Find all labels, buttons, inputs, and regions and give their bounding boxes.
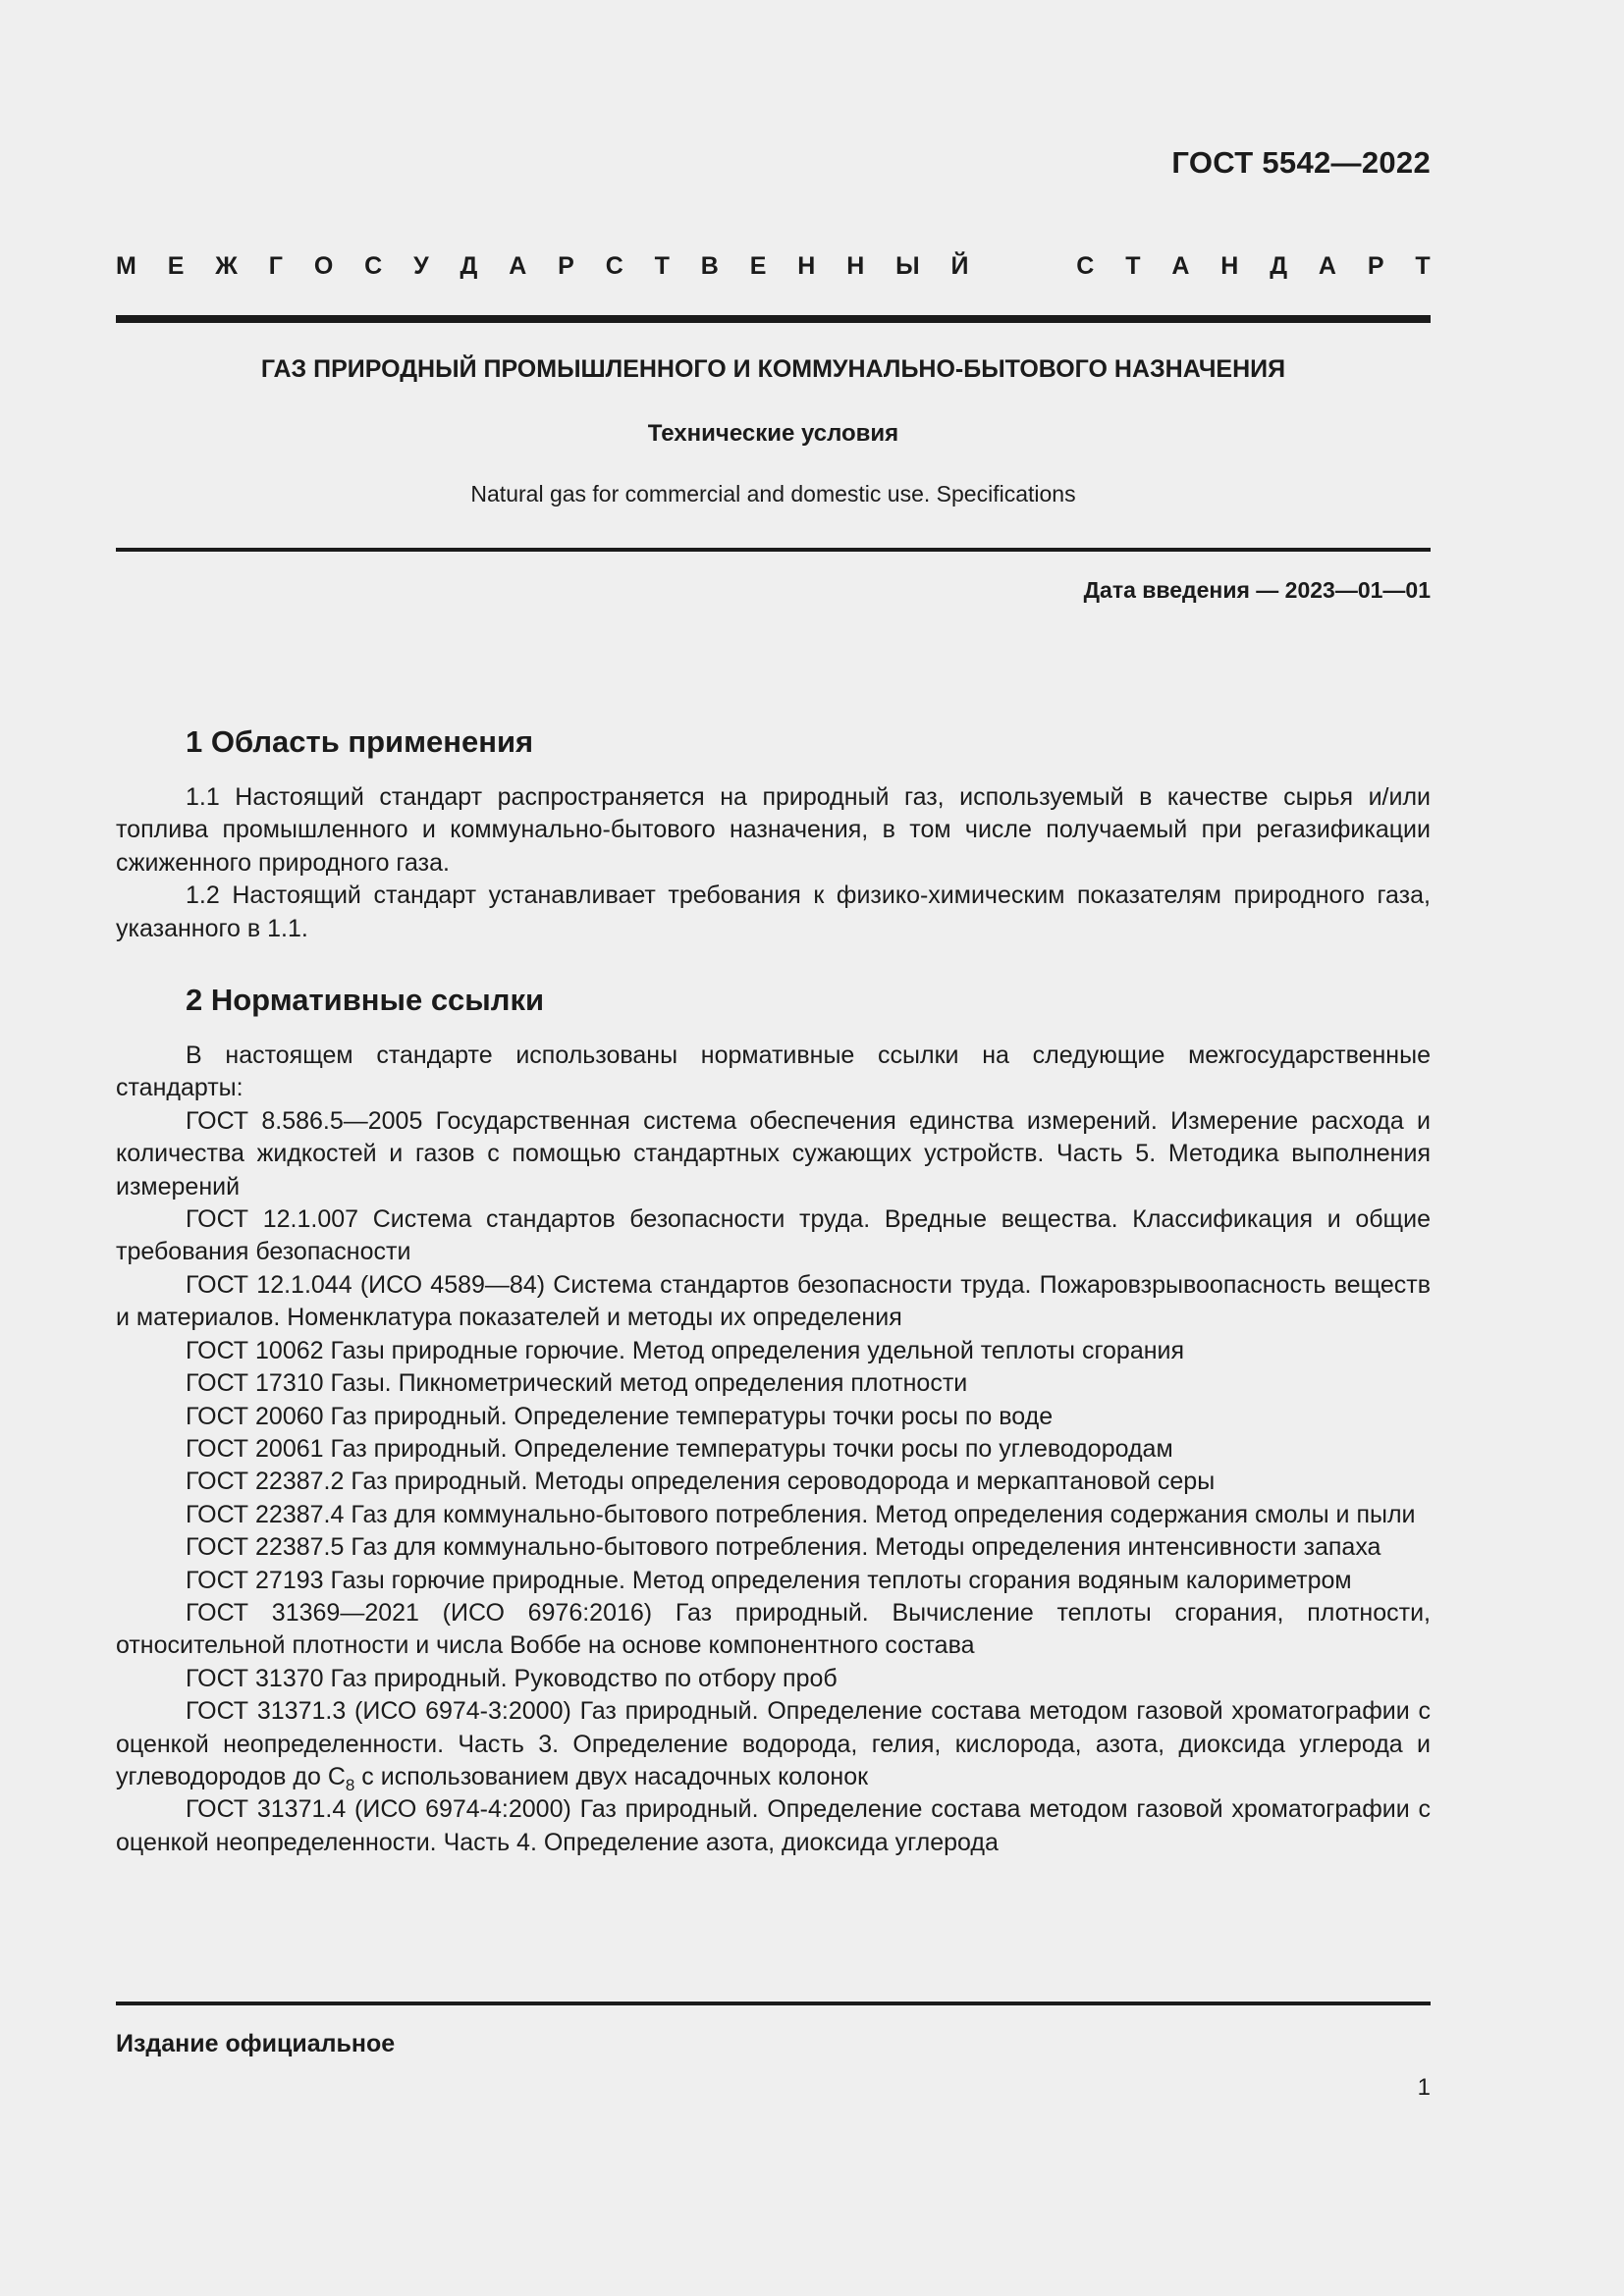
header-letter: С: [1076, 252, 1095, 280]
header-letter: Т: [1125, 252, 1141, 280]
reference-item: ГОСТ 12.1.044 (ИСО 4589—84) Система стандартов безопасности труда. Пожаровзрывоопасность веществ и материалов. Номенклатура показателей и методы их определения: [116, 1270, 1431, 1332]
header-letter: А: [1171, 252, 1190, 280]
reference-item: ГОСТ 22387.4 Газ для коммунально-бытового потребления. Метод определения содержания смолы и пыли: [186, 1500, 1416, 1528]
header-letter: Д: [460, 252, 478, 280]
document-title: ГАЗ ПРИРОДНЫЙ ПРОМЫШЛЕННОГО И КОММУНАЛЬНО-БЫТОВОГО НАЗНАЧЕНИЯ: [260, 355, 1286, 383]
header-letter: Р: [1367, 252, 1384, 280]
official-edition: Издание официальное: [116, 2030, 396, 2057]
section-2-heading: 2 Нормативные ссылки: [186, 983, 545, 1018]
header-letter: Т: [654, 252, 670, 280]
reference-item: ГОСТ 27193 Газы горючие природные. Метод определения теплоты сгорания водяным калориметром: [186, 1566, 1352, 1594]
header-letter: С: [605, 252, 623, 280]
reference-item: ГОСТ 10062 Газы природные горючие. Метод определения удельной теплоты сгорания: [186, 1336, 1185, 1364]
header-letter: Н: [846, 252, 865, 280]
header-letter: Р: [558, 252, 574, 280]
reference-item: ГОСТ 20060 Газ природный. Определение температуры точки росы по воде: [186, 1402, 1054, 1430]
header-letter: А: [1318, 252, 1336, 280]
header-letter: М: [116, 252, 136, 280]
header-letter: Г: [268, 252, 283, 280]
english-title: Natural gas for commercial and domestic use. Specifications: [470, 481, 1076, 507]
page-number: 1: [1417, 2074, 1431, 2101]
reference-item: ГОСТ 8.586.5—2005 Государственная система обеспечения единства измерений. Измерение расхода и количества жидкостей и газов с помощью стандартных сужающих устройств. Часть 5. Методика выполнения измерений: [116, 1106, 1431, 1201]
standard-type-header: [116, 252, 1431, 281]
header-letter: Ы: [895, 252, 920, 280]
references-intro: В настоящем стандарте использованы нормативные ссылки на следующие межгосударственные стандарты:: [116, 1041, 1431, 1102]
reference-text: с использованием двух насадочных колонок: [354, 1762, 869, 1790]
header-letter: В: [700, 252, 719, 280]
header-letter: Н: [797, 252, 816, 280]
subscript-8: 8: [345, 1775, 355, 1794]
paragraph-1-1: 1.1 Настоящий стандарт распространяется на природный газ, используемый в качестве сырья и/или топлива промышленного и коммунально-бытового назначения, в том числе получаемый при регазификации сжиженного природного газа.: [116, 783, 1431, 877]
reference-item: ГОСТ 20061 Газ природный. Определение температуры точки росы по углеводородам: [186, 1434, 1173, 1463]
paragraph-1-2: 1.2 Настоящий стандарт устанавливает требования к физико-химическим показателям природного газа, указанного в 1.1.: [116, 881, 1431, 942]
document-subtitle: Технические условия: [647, 420, 899, 447]
introduction-date: Дата введения — 2023—01—01: [1083, 577, 1431, 603]
header-letter: Е: [749, 252, 767, 280]
header-letter: Д: [1270, 252, 1288, 280]
header-letter: Е: [167, 252, 185, 280]
reference-item: ГОСТ 12.1.007 Система стандартов безопасности труда. Вредные вещества. Классификация и общие требования безопасности: [116, 1205, 1431, 1266]
reference-item-31371-4: ГОСТ 31371.4 (ИСО 6974-4:2000) Газ природный. Определение состава методом газовой хроматографии с оценкой неопределенности. Часть 4. Определение азота, диоксида углерода: [116, 1795, 1431, 1856]
header-divider: [116, 315, 1431, 323]
header-letter: Н: [1220, 252, 1239, 280]
header-word-gap: [1000, 252, 1045, 281]
reference-item: ГОСТ 22387.5 Газ для коммунально-бытового потребления. Методы определения интенсивности запаха: [186, 1533, 1381, 1562]
title-divider: [116, 548, 1431, 552]
header-letter: А: [509, 252, 527, 280]
reference-text: ГОСТ 31371.3 (ИСО 6974-3:2000) Газ природный. Определение состава методом газовой хроматографии с оценкой неопределенности. Часть 3. Определение водорода, гелия, кислорода, азота, диоксида углерода и углеводородов до C: [116, 1697, 1431, 1790]
header-letter: Т: [1415, 252, 1431, 280]
document-body: [116, 721, 1431, 1859]
header-letter: Й: [950, 252, 969, 280]
footer-divider: [116, 2002, 1431, 2005]
header-letter: О: [313, 252, 334, 280]
header-letter: У: [413, 252, 429, 280]
header-letter: Ж: [215, 252, 238, 280]
section-1-heading: 1 Область применения: [186, 724, 534, 759]
reference-item-31371-3: [116, 1695, 1431, 1793]
reference-item: ГОСТ 31369—2021 (ИСО 6976:2016) Газ природный. Вычисление теплоты сгорания, плотности, относительной плотности и числа Воббе на основе компонентного состава: [116, 1598, 1431, 1660]
reference-item: ГОСТ 31370 Газ природный. Руководство по отбору проб: [186, 1664, 838, 1692]
reference-item: ГОСТ 17310 Газы. Пикнометрический метод определения плотности: [186, 1369, 968, 1398]
reference-item: ГОСТ 22387.2 Газ природный. Методы определения сероводорода и меркаптановой серы: [186, 1468, 1216, 1496]
header-letter: С: [364, 252, 383, 280]
gost-number: ГОСТ 5542—2022: [1171, 145, 1431, 180]
